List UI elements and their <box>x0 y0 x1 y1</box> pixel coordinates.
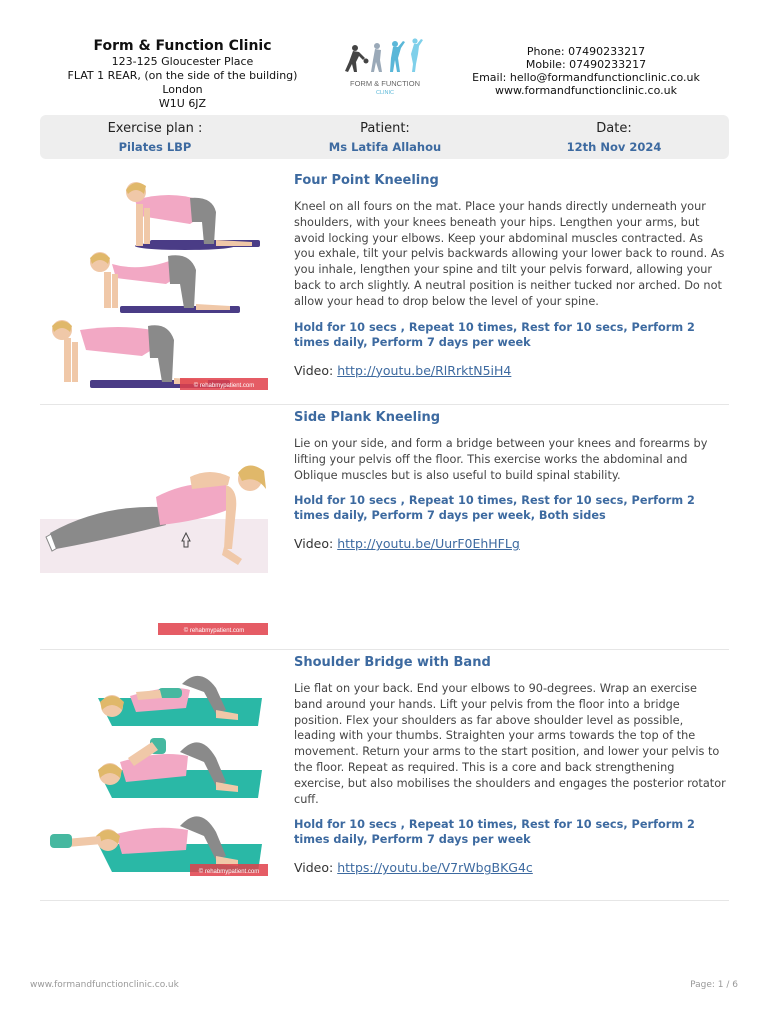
exercise-parameters: Hold for 10 secs , Repeat 10 times, Rest for 10 secs, Perform 2 times daily, Perform 7 days per week <box>294 818 695 847</box>
video-link[interactable]: http://youtu.be/RlRrktN5iH4 <box>337 362 512 378</box>
mobile-number: Mobile: 07490233217 <box>525 58 647 71</box>
website-link[interactable]: www.formandfunctionclinic.co.uk <box>495 84 677 97</box>
exercise-four-point-kneeling <box>40 172 729 405</box>
exercise-illustration <box>40 409 268 639</box>
video-label: Video: <box>294 860 334 876</box>
date-field <box>499 121 729 155</box>
clinic-info <box>40 38 325 111</box>
exercise-details <box>294 409 726 552</box>
email-address[interactable]: Email: hello@formandfunctionclinic.co.uk <box>472 71 700 84</box>
exercise-title: Shoulder Bridge with Band <box>294 655 491 670</box>
exercise-shoulder-bridge-with-band <box>40 654 729 901</box>
clinic-address-line1: 123-125 Gloucester Place <box>111 55 254 68</box>
logo-text: FORM & FUNCTION <box>350 79 420 88</box>
bridge-figure-3 <box>50 816 262 872</box>
date-value: 12th Nov 2024 <box>566 140 662 154</box>
exercise-plan-value: Pilates LBP <box>118 140 192 154</box>
exercise-title: Side Plank Kneeling <box>294 410 441 425</box>
image-watermark: © rehabmypatient.com <box>193 383 255 389</box>
page-header <box>0 0 768 112</box>
exercise-video <box>294 860 726 876</box>
logo-subtext: CLINIC <box>375 90 395 96</box>
image-watermark: © rehabmypatient.com <box>198 869 260 875</box>
exercise-side-plank-kneeling <box>40 409 729 650</box>
patient-value: Ms Latifa Allahou <box>328 140 442 154</box>
footer-website[interactable]: www.formandfunctionclinic.co.uk <box>30 980 179 990</box>
date-label: Date: <box>596 121 632 136</box>
video-link[interactable]: http://youtu.be/UurF0EhHFLg <box>337 536 520 552</box>
exercise-title: Four Point Kneeling <box>294 173 439 188</box>
exercise-description: Kneel on all fours on the mat. Place your hands directly underneath your shoulders, with your knees beneath your hips. Lengthen your arms, but avoid locking your elbows. Keep your abdominal muscles contracted. As you exhale, tilt your pelvis backwards allowing your lower back to round. As you inhale, lengthen your spine and tilt your pelvis forward, allowing your back to arch slightly. A neutral position is neither tucked nor arched. Do not allow your head to drop below the level of your spine. <box>294 200 725 308</box>
image-watermark: © rehabmypatient.com <box>183 628 245 634</box>
clinic-postcode: W1U 6JZ <box>158 97 207 110</box>
clinic-name: Form & Function Clinic <box>93 38 272 54</box>
phone-number: Phone: 07490233217 <box>526 45 646 58</box>
video-link[interactable]: https://youtu.be/V7rWbgBKG4c <box>337 860 533 876</box>
clinic-city: London <box>162 83 203 96</box>
video-label: Video: <box>294 362 334 378</box>
exercise-description: Lie flat on your back. End your elbows to 90-degrees. Wrap an exercise band around your hands. Lift your pelvis from the floor into a bridge position. Flex your shoulders as far above shoulder level as possible, leading with your thumbs. Straighten your arms towards the top of the movement. Return your arms to the start position, and lower your pelvis to the floor. Repeat as required. This is a core and back strengthening exercise, but also mobilises the shoulders and engages the posterior rotator cuff. <box>294 682 726 806</box>
exercise-description: Lie on your side, and form a bridge between your knees and forearms by lifting your pelvis off the floor. This exercise works the abdominal and Oblique muscles but is also useful to build spinal stability. <box>294 437 708 482</box>
exercise-parameters: Hold for 10 secs , Repeat 10 times, Rest for 10 secs, Perform 2 times daily, Perform 7 days per week <box>294 320 695 349</box>
exercise-parameters: Hold for 10 secs , Repeat 10 times, Rest for 10 secs, Perform 2 times daily, Perform 7 days per week, Both sides <box>294 494 695 523</box>
video-label: Video: <box>294 536 334 552</box>
patient-label: Patient: <box>360 121 410 136</box>
exercise-details <box>294 172 726 379</box>
exercise-details <box>294 654 726 876</box>
contact-info <box>460 45 712 97</box>
exercise-illustration <box>40 172 268 394</box>
kneeling-figure-3 <box>52 320 230 388</box>
plan-summary-bar <box>40 115 729 159</box>
patient-field <box>270 121 500 155</box>
kneeling-figure-2 <box>90 252 240 313</box>
bridge-figure-1 <box>98 676 262 726</box>
exercise-video <box>294 536 726 552</box>
bridge-figure-2 <box>98 738 262 798</box>
clinic-address-line2: FLAT 1 REAR, (on the side of the building) <box>67 69 298 82</box>
exercise-plan-field <box>40 121 270 155</box>
exercise-video <box>294 363 726 379</box>
kneeling-figure-1 <box>126 182 260 250</box>
exercise-illustration <box>40 654 268 878</box>
page-number: Page: 1 / 6 <box>690 980 738 990</box>
clinic-logo <box>335 38 435 108</box>
exercise-plan-label: Exercise plan : <box>107 121 203 136</box>
